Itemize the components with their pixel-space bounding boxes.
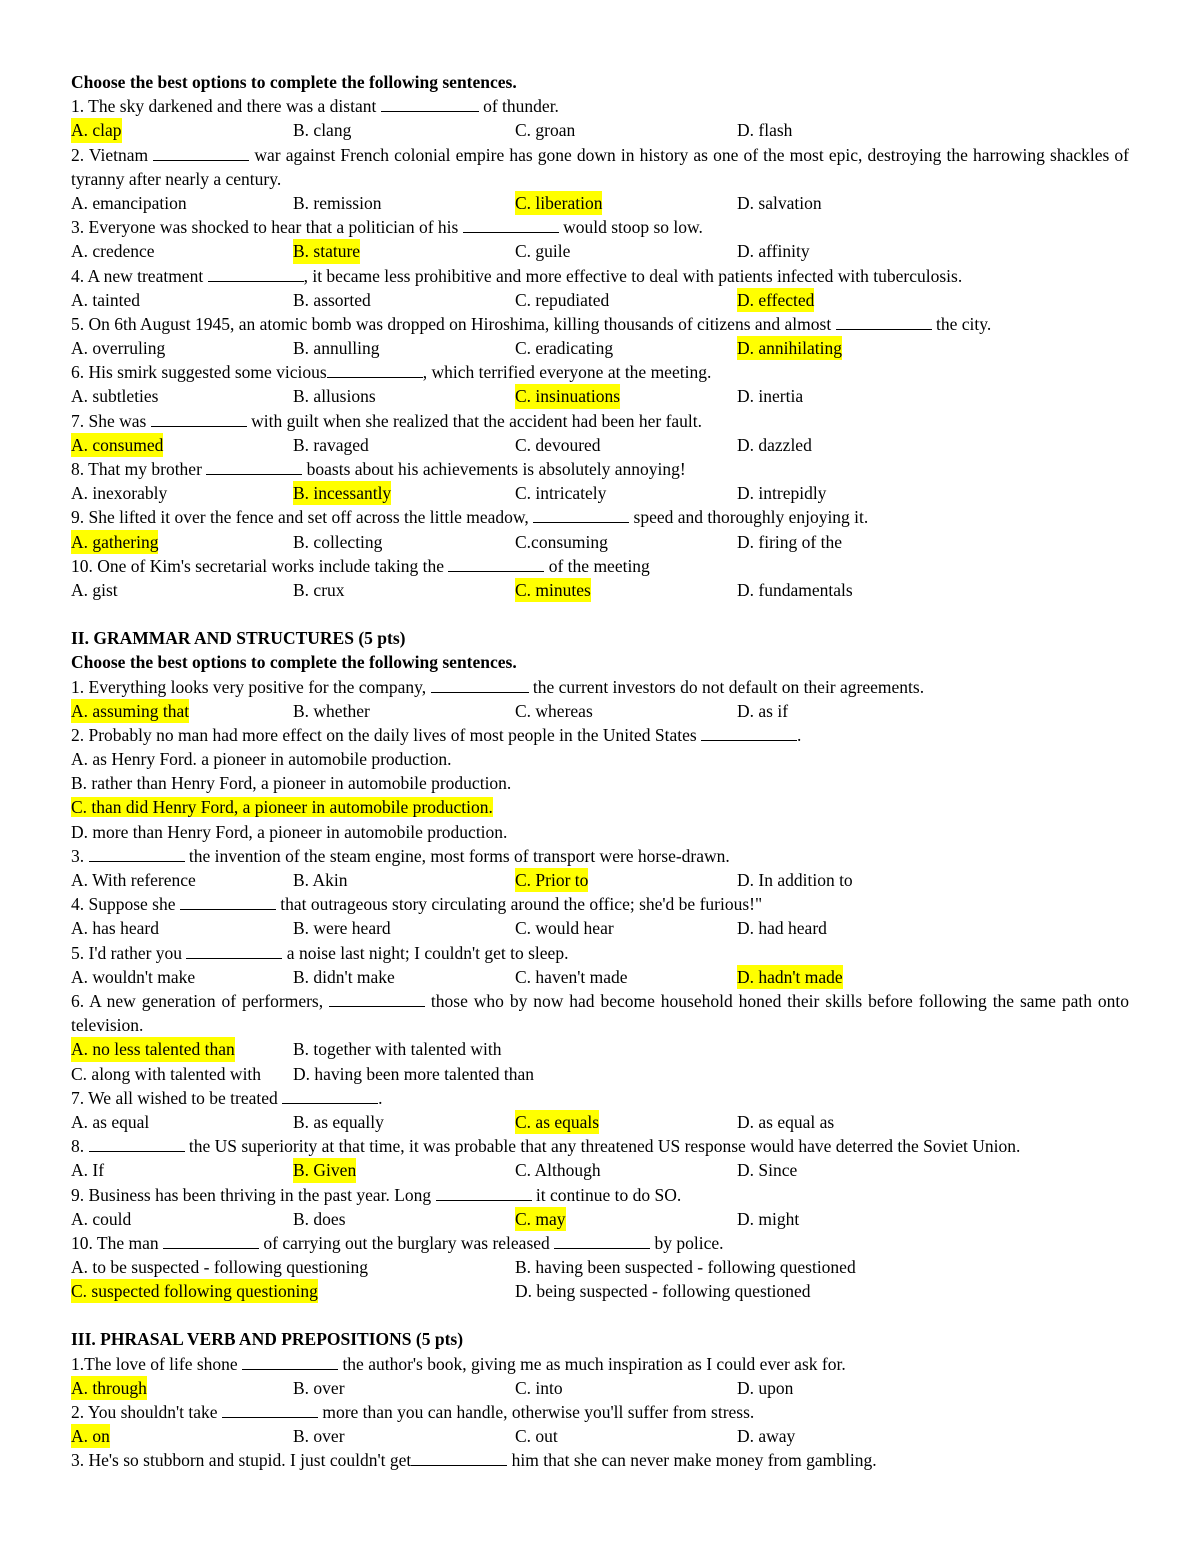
option-c: C.consuming	[515, 531, 608, 552]
options-row	[71, 433, 1129, 457]
option-a: A. as equal	[71, 1111, 150, 1132]
option-a: A. as Henry Ford. a pioneer in automobile production.	[71, 749, 452, 770]
option-d: D. affinity	[737, 241, 810, 262]
option-b: B. assorted	[293, 289, 371, 310]
options-row	[71, 1255, 1129, 1279]
answer-blank	[381, 96, 479, 112]
question-text: .	[378, 1087, 383, 1108]
answer-blank	[327, 362, 423, 378]
question-text: 3. He's so stubborn and stupid. I just couldn't get	[71, 1450, 412, 1471]
question-text: 4. A new treatment	[71, 265, 208, 286]
option-b: B. crux	[293, 579, 345, 600]
option-c	[71, 795, 1129, 819]
question-1	[71, 1352, 1129, 1376]
option-c: C. liberation	[515, 191, 602, 215]
options-row	[71, 1037, 1129, 1061]
option-a: A. tainted	[71, 289, 141, 310]
option-c: C. repudiated	[515, 289, 610, 310]
option-d: D. having been more talented than	[293, 1063, 535, 1084]
options-row	[71, 336, 1129, 360]
option-a: A. no less talented than	[71, 1037, 235, 1061]
question-text: 7. We all wished to be treated	[71, 1087, 283, 1108]
option-a: A. through	[71, 1376, 147, 1400]
question-3	[71, 215, 1129, 239]
question-text: 8. That my brother	[71, 459, 207, 480]
option-b: B. whether	[293, 700, 370, 721]
question-text: 2. Vietnam	[71, 144, 154, 165]
option-b: B. over	[293, 1377, 345, 1398]
option-b: B. having been suspected - following questioned	[515, 1257, 856, 1278]
question-9	[71, 1183, 1129, 1207]
option-d: D. fundamentals	[737, 579, 853, 600]
option-a: A. could	[71, 1208, 132, 1229]
option-d: D. upon	[737, 1377, 794, 1398]
options-row	[71, 384, 1129, 408]
question-5	[71, 941, 1129, 965]
question-text: , it became less prohibitive and more effective to deal with patients infected with tuberculosis.	[303, 265, 963, 286]
option-c-text: C. than did Henry Ford, a pioneer in automobile production.	[71, 797, 493, 818]
answer-blank	[329, 991, 425, 1007]
option-d: D. dazzled	[737, 434, 812, 455]
question-4	[71, 892, 1129, 916]
options-row	[71, 481, 1129, 505]
question-text: him that she can never make money from gambling.	[507, 1450, 877, 1471]
question-9	[71, 505, 1129, 529]
option-c: C. insinuations	[515, 384, 620, 408]
question-3	[71, 844, 1129, 868]
option-d: D. hadn't made	[737, 965, 843, 989]
option-b: B. as equally	[293, 1111, 384, 1132]
section-heading: III. PHRASAL VERB AND PREPOSITIONS (5 pts)	[71, 1329, 464, 1350]
question-text: 10. One of Kim's secretarial works include taking the	[71, 555, 449, 576]
option-c: C. as equals	[515, 1110, 599, 1134]
question-text: the author's book, giving me as much inspiration as I could ever ask for.	[338, 1353, 846, 1374]
option-a: A. on	[71, 1424, 110, 1448]
option-b: B. clang	[293, 120, 352, 141]
option-a: A. credence	[71, 241, 155, 262]
answer-blank	[701, 725, 797, 741]
question-text: 10. The man	[71, 1232, 164, 1253]
answer-blank	[153, 145, 249, 161]
option-c: C. Prior to	[515, 868, 588, 892]
question-text: boasts about his achievements is absolutely annoying!	[302, 459, 686, 480]
answer-blank	[222, 1402, 318, 1418]
question-2	[71, 723, 1129, 747]
option-d: D. effected	[737, 288, 814, 312]
option-b: B. incessantly	[293, 481, 391, 505]
question-6	[71, 360, 1129, 384]
spacer	[71, 602, 1129, 626]
question-text: more than you can handle, otherwise you'll suffer from stress.	[317, 1402, 755, 1422]
option-b: B. rather than Henry Ford, a pioneer in automobile production.	[71, 773, 512, 794]
option-d: D. firing of the	[737, 531, 842, 552]
answer-blank	[180, 894, 276, 910]
option-a: A. assuming that	[71, 699, 189, 723]
question-text: 2. You shouldn't take	[71, 1402, 222, 1422]
question-text: .	[797, 724, 802, 745]
question-1	[71, 94, 1129, 118]
options-row	[71, 191, 1129, 215]
option-c: C. guile	[515, 241, 571, 262]
answer-blank	[206, 459, 302, 475]
question-1	[71, 675, 1129, 699]
answer-blank	[208, 266, 304, 282]
question-text: 6. His smirk suggested some vicious	[71, 362, 327, 383]
question-5	[71, 312, 1129, 336]
option-b: B. over	[293, 1426, 345, 1447]
question-text: war against French colonial empire has gone down in history as one of the most epic, destroying the harrowing shackles of tyranny after nearly a century.	[71, 144, 1129, 189]
option-c: C. haven't made	[515, 966, 628, 987]
option-b: B. annulling	[293, 338, 380, 359]
question-text: a noise last night; I couldn't get to sleep.	[282, 942, 569, 963]
option-d: D. intrepidly	[737, 483, 827, 504]
question-text: that outrageous story circulating around the office; she'd be furious!"	[275, 894, 763, 915]
options-row	[71, 965, 1129, 989]
question-2	[71, 143, 1129, 191]
options-row	[71, 118, 1129, 142]
option-d: D. had heard	[737, 918, 827, 939]
option-c: C. devoured	[515, 434, 601, 455]
option-b: B. stature	[293, 239, 360, 263]
answer-blank	[89, 1136, 185, 1152]
options-row	[71, 239, 1129, 263]
option-c: C. whereas	[515, 700, 593, 721]
question-text: of carrying out the burglary was released	[259, 1232, 555, 1253]
option-c: C. eradicating	[515, 338, 614, 359]
option-c: C. may	[515, 1207, 566, 1231]
question-text: the city.	[931, 313, 992, 334]
question-7	[71, 1086, 1129, 1110]
spacer	[71, 1303, 1129, 1327]
option-b: B. Given	[293, 1158, 356, 1182]
option-c: C. would hear	[515, 918, 614, 939]
options-row	[71, 1376, 1129, 1400]
option-a: A. overruling	[71, 338, 166, 359]
option-b: B. didn't make	[293, 966, 395, 987]
option-b: B. collecting	[293, 531, 383, 552]
question-text: the US superiority at that time, it was probable that any threatened US response would have deterred the Soviet Union.	[184, 1136, 1021, 1157]
option-a: A. gathering	[71, 530, 158, 554]
option-d: D. inertia	[737, 386, 804, 407]
option-d: D. as equal as	[737, 1111, 835, 1132]
option-a: A. clap	[71, 118, 122, 142]
question-text: 1.The love of life shone	[71, 1353, 243, 1374]
instruction: Choose the best options to complete the following sentences.	[71, 652, 517, 673]
question-7	[71, 409, 1129, 433]
question-text: , which terrified everyone at the meeting.	[422, 362, 712, 383]
options-row	[71, 1207, 1129, 1231]
question-text: 1. The sky darkened and there was a distant	[71, 96, 381, 117]
question-text: the current investors do not default on their agreements.	[528, 676, 925, 697]
option-a: A. If	[71, 1160, 105, 1181]
answer-blank	[242, 1354, 338, 1370]
section-heading: II. GRAMMAR AND STRUCTURES (5 pts)	[71, 628, 406, 649]
question-text: 1. Everything looks very positive for the company,	[71, 676, 431, 697]
answer-blank	[431, 677, 529, 693]
answer-blank	[282, 1088, 378, 1104]
answer-blank	[163, 1233, 259, 1249]
option-a: A. emancipation	[71, 192, 187, 213]
question-10	[71, 1231, 1129, 1255]
option-d: D. more than Henry Ford, a pioneer in automobile production.	[71, 821, 508, 842]
option-d: D. as if	[737, 700, 789, 721]
question-2	[71, 1400, 1129, 1424]
option-c: C. into	[515, 1377, 563, 1398]
option-d: D. being suspected - following questioned	[515, 1281, 811, 1302]
option-c: C. Although	[515, 1160, 601, 1181]
question-8	[71, 457, 1129, 481]
question-text: 8.	[71, 1136, 89, 1157]
answer-blank	[411, 1450, 507, 1466]
instruction: Choose the best options to complete the following sentences.	[71, 72, 517, 92]
option-d: D. flash	[737, 120, 793, 141]
option-d: D. In addition to	[737, 870, 853, 891]
question-text: speed and thoroughly enjoying it.	[629, 507, 869, 528]
option-c: C. intricately	[515, 483, 607, 504]
option-b: B. remission	[293, 192, 382, 213]
answer-blank	[448, 556, 544, 572]
question-text: it continue to do SO.	[531, 1184, 682, 1205]
option-a: A. subtleties	[71, 386, 159, 407]
question-10	[71, 554, 1129, 578]
question-text: those who by now had become household honed their skills before following the same path onto television.	[71, 990, 1129, 1036]
question-text: 2. Probably no man had more effect on the daily lives of most people in the United States	[71, 724, 702, 745]
question-text: 6. A new generation of performers,	[71, 990, 330, 1011]
option-b: B. were heard	[293, 918, 391, 939]
option-c: C. suspected following questioning	[71, 1279, 318, 1303]
option-a: A. With reference	[71, 870, 196, 891]
question-8	[71, 1134, 1129, 1158]
answer-blank	[151, 411, 247, 427]
answer-blank	[836, 314, 932, 330]
answer-blank	[554, 1233, 650, 1249]
options-row	[71, 530, 1129, 554]
options-row	[71, 1110, 1129, 1134]
question-text: 9. She lifted it over the fence and set off across the little meadow,	[71, 507, 534, 528]
option-a: A. inexorably	[71, 483, 168, 504]
answer-blank	[533, 507, 629, 523]
question-text: 7. She was	[71, 410, 151, 431]
question-text: by police.	[650, 1232, 724, 1253]
options-row	[71, 1062, 1129, 1086]
option-a: A. has heard	[71, 918, 159, 939]
options-row	[71, 868, 1129, 892]
option-c: C. out	[515, 1426, 558, 1447]
options-row	[71, 578, 1129, 602]
option-a: A. to be suspected - following questioning	[71, 1257, 368, 1278]
options-row	[71, 288, 1129, 312]
option-d: D. Since	[737, 1160, 798, 1181]
option-c: C. groan	[515, 120, 576, 141]
option-a: A. gist	[71, 579, 118, 600]
option-d: D. away	[737, 1426, 796, 1447]
option-c: C. minutes	[515, 578, 591, 602]
question-text: the invention of the steam engine, most forms of transport were horse-drawn.	[184, 845, 730, 866]
question-text: would stoop so low.	[558, 217, 703, 238]
question-text: of thunder.	[478, 96, 559, 117]
option-b: B. Akin	[293, 870, 348, 891]
worksheet-page	[71, 70, 1129, 1473]
option-d: D. might	[737, 1208, 800, 1229]
answer-blank	[89, 846, 185, 862]
question-text: 3.	[71, 845, 89, 866]
question-6	[71, 989, 1129, 1037]
question-text: with guilt when she realized that the accident had been her fault.	[246, 410, 703, 431]
question-text: 9. Business has been thriving in the past year. Long	[71, 1184, 436, 1205]
options-row	[71, 1424, 1129, 1448]
option-a: A. wouldn't make	[71, 966, 196, 987]
answer-blank	[436, 1185, 532, 1201]
question-text: 4. Suppose she	[71, 894, 180, 915]
question-text: 3. Everyone was shocked to hear that a politician of his	[71, 217, 463, 238]
question-text: 5. On 6th August 1945, an atomic bomb was dropped on Hiroshima, killing thousands of citizens and almost	[71, 313, 836, 334]
options-row	[71, 1279, 1129, 1303]
option-d: D. salvation	[737, 192, 822, 213]
option-b: B. does	[293, 1208, 346, 1229]
option-a: A. consumed	[71, 433, 163, 457]
options-row	[71, 1158, 1129, 1182]
answer-blank	[463, 217, 559, 233]
option-b: B. together with talented with	[293, 1039, 502, 1060]
option-d: D. annihilating	[737, 336, 842, 360]
question-text: 5. I'd rather you	[71, 942, 187, 963]
option-b: B. allusions	[293, 386, 376, 407]
question-3	[71, 1448, 1129, 1472]
option-c: C. along with talented with	[71, 1063, 262, 1084]
question-text: of the meeting	[544, 555, 650, 576]
options-row	[71, 699, 1129, 723]
option-b: B. ravaged	[293, 434, 369, 455]
answer-blank	[186, 943, 282, 959]
question-4	[71, 264, 1129, 288]
options-row	[71, 916, 1129, 940]
